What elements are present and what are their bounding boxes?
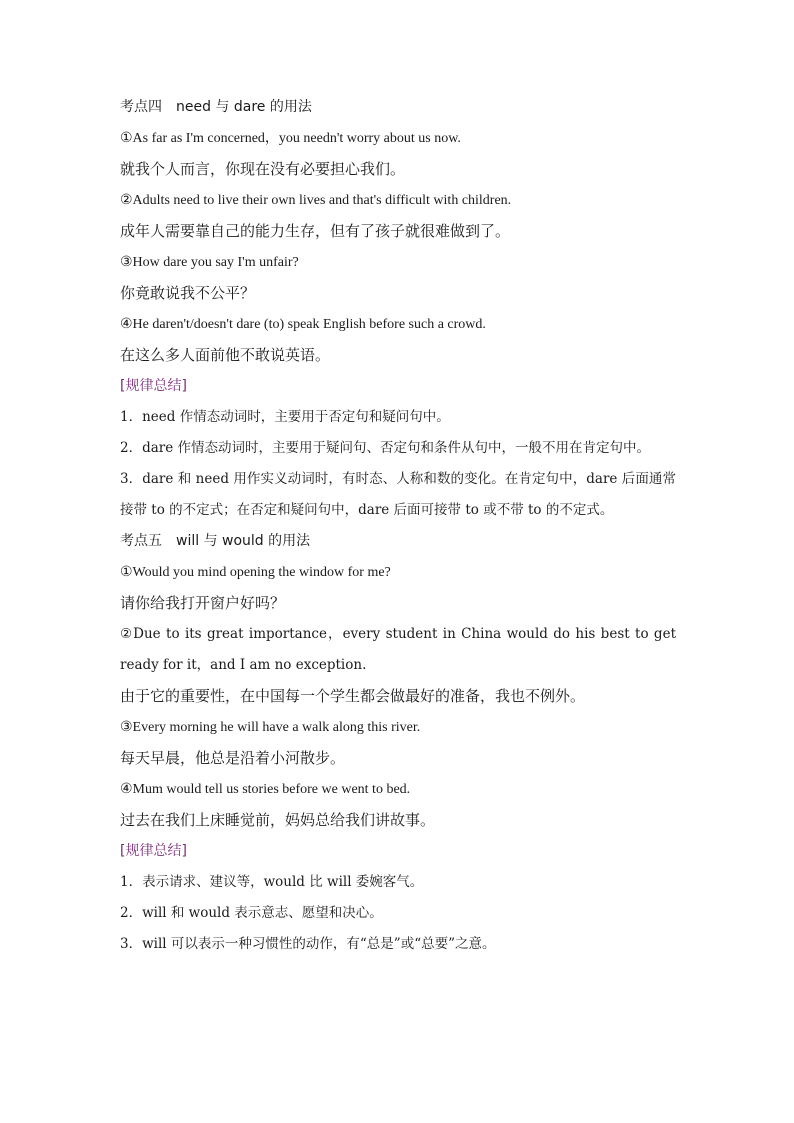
s4-rule-1: 1．need 作情态动词时，主要用于否定句和疑问句中。 — [120, 409, 450, 425]
section-5-heading: 考点五 will 与 would 的用法 — [120, 533, 311, 549]
s4-example-3-en: ③How dare you say I'm unfair? — [120, 255, 299, 270]
s4-example-1-en: ①As far as I'm concerned，you needn't worry about us now. — [120, 131, 461, 146]
s4-example-3-zh: 你竟敢说我不公平？ — [120, 284, 256, 302]
s4-example-4-zh: 在这么多人面前他不敢说英语。 — [120, 346, 331, 364]
s5-example-3-zh: 每天早晨，他总是沿着小河散步。 — [120, 749, 346, 767]
s5-example-2-zh: 由于它的重要性，在中国每一个学生都会做最好的准备，我也不例外。 — [120, 687, 586, 705]
section-4-heading: 考点四 need 与 dare 的用法 — [120, 99, 312, 115]
s5-rule-2: 2．will 和 would 表示意志、愿望和决心。 — [120, 905, 383, 921]
s4-example-2-zh: 成年人需要靠自己的能力生存，但有了孩子就很难做到了。 — [120, 222, 511, 240]
s5-example-2-en: ②Due to its great importance，every student in China would do his best to get ready for it，and I am no exception. — [120, 626, 676, 673]
s5-rule-1: 1．表示请求、建议等，would 比 will 委婉客气。 — [120, 874, 424, 890]
s5-rule-3: 3．will 可以表示一种习惯性的动作，有“总是”或“总要”之意。 — [120, 936, 496, 952]
s5-example-4-en: ④Mum would tell us stories before we went to bed. — [120, 782, 411, 797]
s4-example-2-en: ②Adults need to live their own lives and that's difficult with children. — [120, 193, 512, 208]
s4-example-1-zh: 就我个人而言，你现在没有必要担心我们。 — [120, 160, 406, 178]
document-page — [120, 92, 676, 960]
s4-rule-3: 3．dare 和 need 用作实义动词时，有时态、人称和数的变化。在肯定句中，dare 后面通常接带 to 的不定式；在否定和疑问句中，dare 后面可接带 to 或不带 to 的不定式。 — [120, 471, 676, 518]
s5-summary-title: [规律总结] — [120, 843, 187, 859]
s5-example-1-en: ①Would you mind opening the window for me? — [120, 565, 391, 580]
s4-rule-2: 2．dare 作情态动词时，主要用于疑问句、否定句和条件从句中，一般不用在肯定句中。 — [120, 440, 651, 456]
s5-example-3-en: ③Every morning he will have a walk along this river. — [120, 720, 421, 735]
s4-example-4-en: ④He daren't/doesn't dare (to) speak English before such a crowd. — [120, 317, 486, 332]
s4-summary-title: [规律总结] — [120, 378, 187, 394]
s5-example-1-zh: 请你给我打开窗户好吗？ — [120, 594, 286, 612]
s5-example-4-zh: 过去在我们上床睡觉前，妈妈总给我们讲故事。 — [120, 811, 436, 829]
